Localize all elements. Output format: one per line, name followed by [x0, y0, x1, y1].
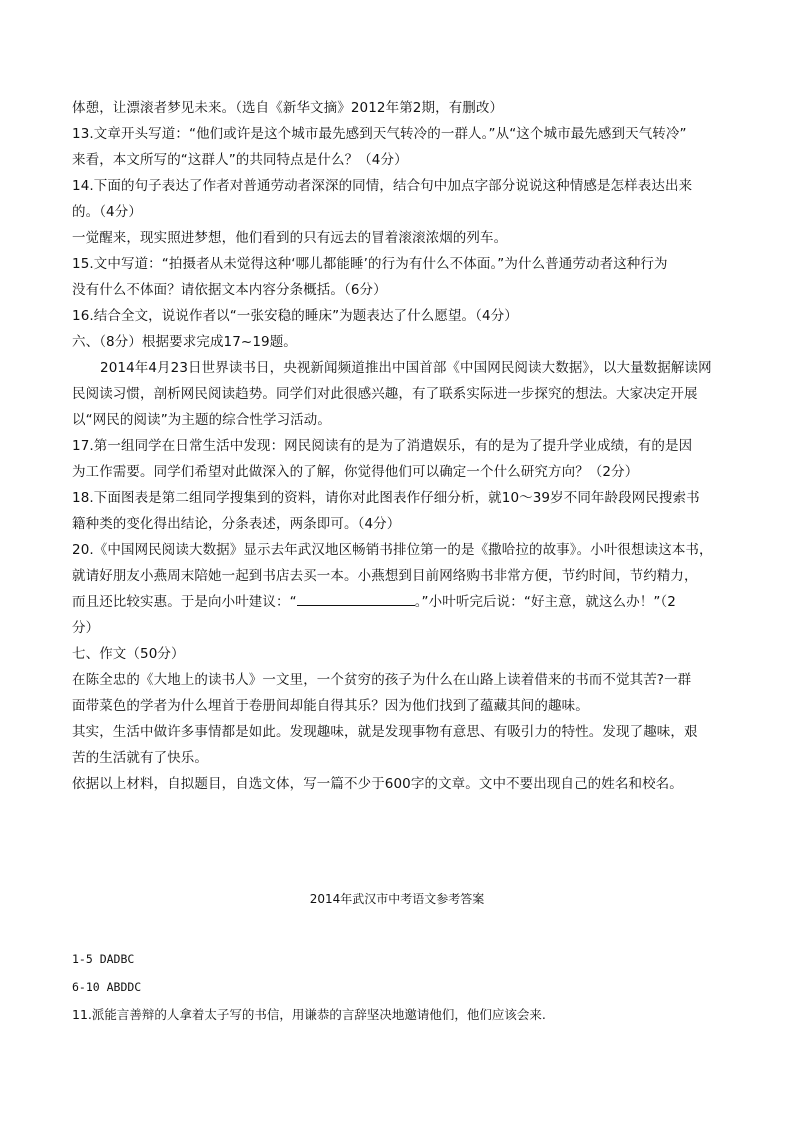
question-20-suffix: 。”小叶听完后说：“好主意，就这么办！”（2	[414, 594, 676, 610]
answer-key	[72, 950, 722, 1024]
question-20-line-1: 20.《中国网民阅读大数据》显示去年武汉地区畅销书排位第一的是《撒哈拉的故事》。小叶很想读这本书，	[72, 542, 713, 558]
intro-paragraph-line-3: 以“网民的阅读”为主题的综合性学习活动。	[72, 412, 331, 428]
question-page	[72, 98, 722, 800]
quoted-sentence: 一觉醒来，现实照进梦想，他们看到的只有远去的冒着滚滚浓烟的列车。	[72, 230, 508, 246]
text-line: 体憩，让漂滚者梦见未来。（选自《新华文摘》2012年第2期，有删改）	[72, 100, 504, 116]
intro-paragraph-line-2: 民阅读习惯，剖析网民阅读趋势。同学们对此很感兴趣，有了联系实际进一步探究的想法。大家决定开展	[72, 386, 698, 402]
answer-key-title: 2014年武汉市中考语文参考答案	[309, 892, 485, 906]
answer-11: 11.派能言善辩的人拿着太子写的书信，用谦恭的言辞坚决地邀请他们，他们应该会来.	[72, 1007, 546, 1022]
essay-instruction: 依据以上材料，自拟题目，自选文体，写一篇不少于600字的文章。文中不要出现自己的姓名和校名。	[72, 776, 683, 792]
answer-1-5: 1-5 DADBC	[72, 952, 135, 966]
essay-material-line-2: 面带菜色的学者为什么埋首于卷册间却能自得其乐？因为他们找到了蕴藏其间的趣味。	[72, 698, 589, 714]
question-18-line-2: 籍种类的变化得出结论，分条表述，两条即可。（4分）	[72, 516, 401, 532]
question-14-line-2: 的。（4分）	[72, 204, 142, 220]
question-14-line-1: 14.下面的句子表达了作者对普通劳动者深深的同情，结合句中加点字部分说说这种情感是怎样表达出来	[72, 178, 693, 194]
question-20-line-4: 分）	[72, 620, 100, 636]
question-20-line-3	[72, 592, 722, 612]
question-13-line-1: 13.文章开头写道：“他们或许是这个城市最先感到天气转冷的一群人。”从“这个城市最先感到天气转冷”	[72, 126, 687, 142]
question-17-line-1: 17.第一组同学在日常生活中发现：网民阅读有的是为了消遣娱乐，有的是为了提升学业成绩，有的是因	[72, 438, 693, 454]
question-18-line-1: 18.下面图表是第二组同学搜集到的资料，请你对此图表作仔细分析，就10～39岁不同年龄段网民搜索书	[72, 490, 700, 506]
answer-6-10: 6-10 ABDDC	[72, 980, 142, 994]
question-16: 16.结合全文，说说作者以“一张安稳的睡床”为题表达了什么愿望。（4分）	[72, 308, 518, 324]
question-15-line-2: 没有什么不体面？请依据文本内容分条概括。（6分）	[72, 282, 387, 298]
section-six-heading: 六、（8分）根据要求完成17~19题。	[72, 334, 297, 350]
question-20-line-2: 就请好朋友小燕周末陪她一起到书店去买一本。小燕想到目前网络购书非常方便，节约时间，节约精力，	[72, 568, 698, 584]
question-15-line-1: 15.文中写道：“拍摄者从未觉得这种‘哪儿都能睡’的行为有什么不体面。”为什么普通劳动者这种行为	[72, 256, 668, 272]
question-17-line-2: 为工作需要。同学们希望对此做深入的了解，你觉得他们可以确定一个什么研究方向？（2分）	[72, 464, 639, 480]
essay-material-line-4: 苦的生活就有了快乐。	[72, 750, 208, 766]
section-seven-heading: 七、作文（50分）	[72, 646, 185, 662]
intro-paragraph-line-1: 2014年4月23日世界读书日，央视新闻频道推出中国首部《中国网民阅读大数据》，以大量数据解读网	[100, 360, 712, 376]
answer-blank	[297, 592, 415, 606]
essay-material-line-3: 其实，生活中做许多事情都是如此。发现趣味，就是发现事物有意思、有吸引力的特性。发现了趣味，艰	[72, 724, 698, 740]
essay-material-line-1: 在陈全忠的《大地上的读书人》一文里，一个贫穷的孩子为什么在山路上读着借来的书而不觉其苦?一群	[72, 672, 692, 688]
question-13-line-2: 来看，本文所写的“这群人”的共同特点是什么？（4分）	[72, 152, 408, 168]
question-20-prefix: 而且还比较实惠。于是向小叶建议：“	[72, 594, 297, 610]
